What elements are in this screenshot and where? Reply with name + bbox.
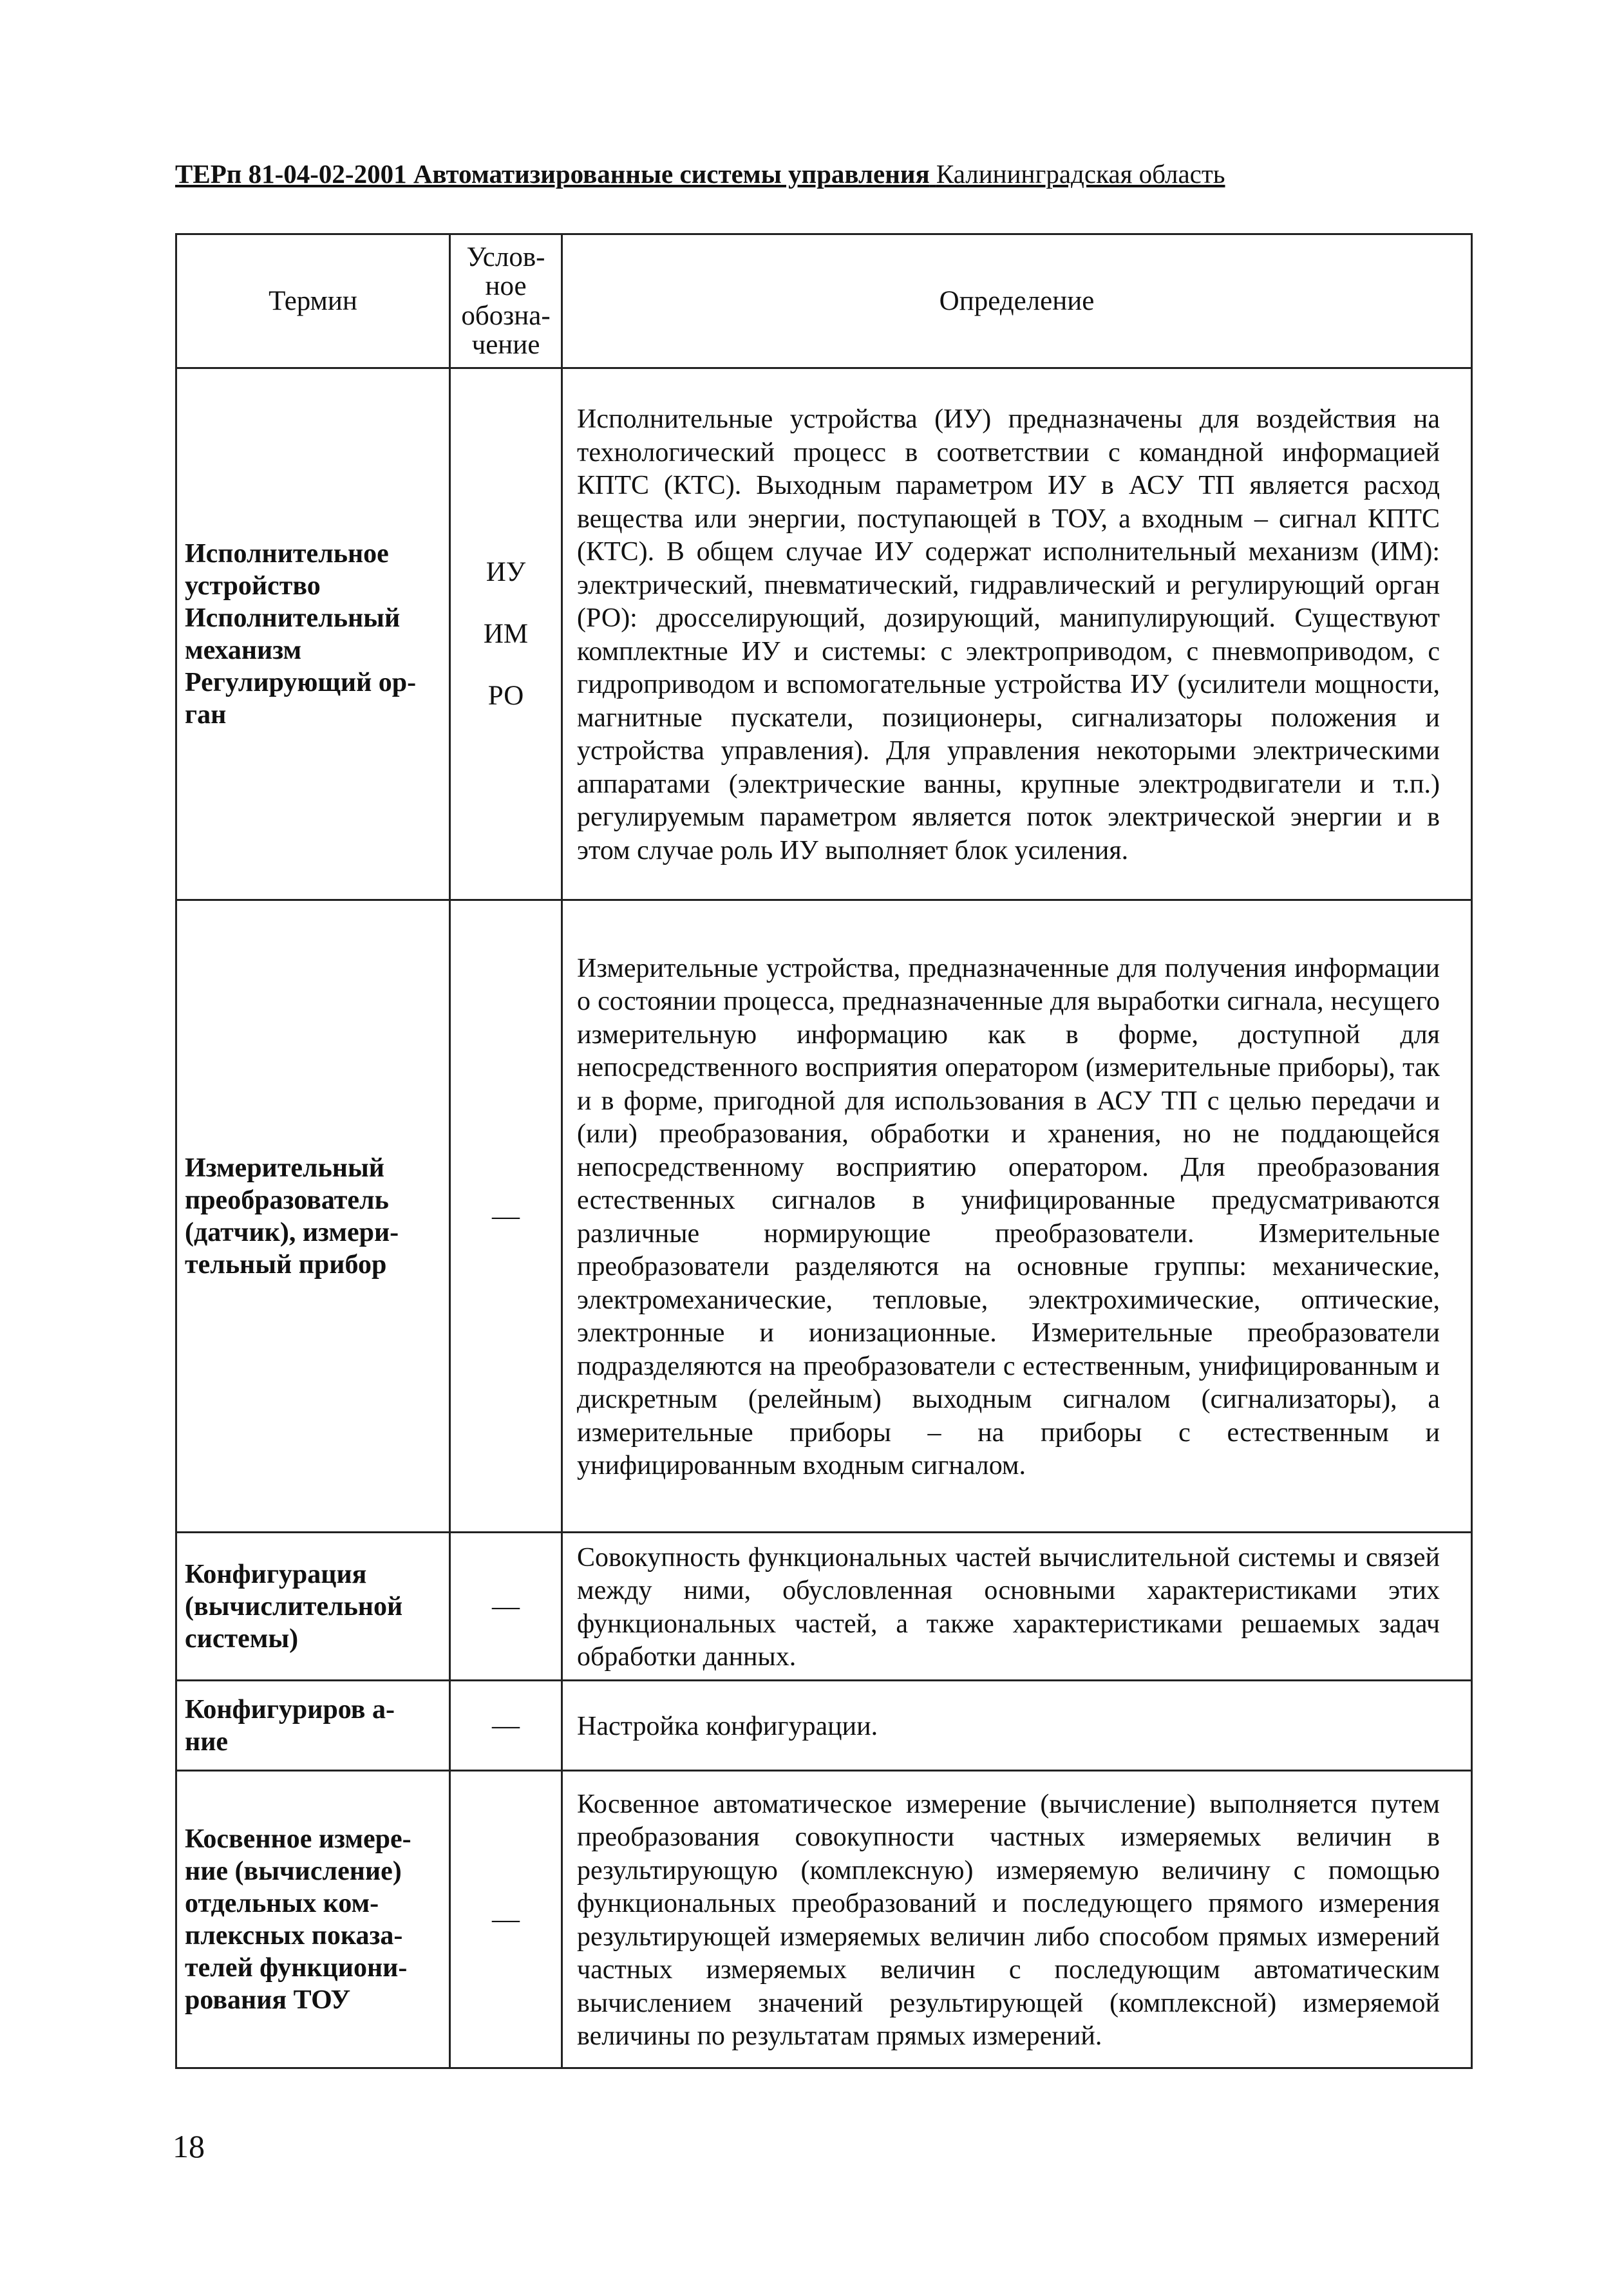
term-line: ган <box>185 699 227 730</box>
term-line: Конфигуриров а- <box>185 1694 395 1724</box>
term-line: механизм <box>185 635 302 665</box>
header-abbr <box>450 234 562 368</box>
term-line: отдельных ком- <box>185 1888 379 1918</box>
abbr-cell <box>450 900 562 1533</box>
definition-cell: Совокупность функциональных частей вычислительной системы и связей между ними, обусловленная основными характеристиками этих функциональных частей, а также характеристиками решаемых задач обработки данных. <box>562 1533 1472 1681</box>
abbr-line: — <box>492 1904 520 1934</box>
term-line: Регулирующий ор- <box>185 667 417 697</box>
header-abbr-label: Услов- ное обозна- чение <box>461 242 551 360</box>
page-number: 18 <box>173 2128 205 2164</box>
term-cell <box>176 900 450 1533</box>
term-line: ние <box>185 1726 229 1757</box>
term-cell <box>176 1771 450 2068</box>
abbr-line: ИМ <box>483 618 529 649</box>
definition-cell: Косвенное автоматическое измерение (вычисление) выполняется путем преобразования совокупности частных измеряемых величин в результирующую (комплексную) измеряемую величину с помощью функциональных преобразований и последующего прямого измерения результирующей измеряемых величин либо способом прямых измерений частных измеряемых величин с последующим автоматическим вычислением значений результирующей (комплексной) измеряемой величины по результатам прямых измерений. <box>562 1771 1472 2068</box>
definition-cell: Настройка конфигурации. <box>562 1681 1472 1771</box>
term-cell <box>176 1681 450 1771</box>
term-cell <box>176 368 450 900</box>
term-line: Косвенное измере- <box>185 1824 411 1854</box>
term-line: Исполнительный <box>185 603 401 633</box>
table-row <box>176 1681 1472 1771</box>
term-line: (датчик), измери- <box>185 1217 399 1247</box>
term-line: Конфигурация <box>185 1559 367 1589</box>
abbr-line: — <box>492 1200 520 1231</box>
term-line: плексных показа- <box>185 1920 403 1951</box>
term-line: рования ТОУ <box>185 1985 351 2015</box>
term-line: телей функциони- <box>185 1952 408 1983</box>
header-term: Термин <box>176 234 450 368</box>
term-line: системы) <box>185 1623 299 1654</box>
abbr-cell <box>450 1681 562 1771</box>
term-line: ние (вычисление) <box>185 1856 402 1886</box>
definition-cell: Исполнительные устройства (ИУ) предназначены для воздействия на технологический процесс в соответствии с командной информацией КПТС (КТС). Выходным параметром ИУ в АСУ ТП является расход вещества или энергии, поступающей в ТОУ, а входным – сигнал КПТС (КТС). В общем случае ИУ содержат исполнительный механизм (ИМ): электрический, пневматический, гидравлический и регулирующий орган (РО): дросселирующий, дозирующий, манипулирующий. Существуют комплектные ИУ и системы: с электроприводом, с пневмоприводом, с гидроприводом и вспомогательные устройства ИУ (усилители мощности, магнитные пускатели, позиционеры, сигнализаторы положения и устройства управления). Для управления некоторыми электрическими аппаратами (электрические ванны, крупные электродвигатели и т.п.) регулируемым параметром является поток электрической энергии и в этом случае роль ИУ выполняет блок усиления. <box>562 368 1472 900</box>
abbr-line: — <box>492 1710 520 1741</box>
terms-table <box>175 233 1473 2069</box>
page-header <box>175 158 1225 189</box>
header-document-code: ТЕРп 81-04-02-2001 Автоматизированные системы управления <box>175 159 930 189</box>
table-row <box>176 900 1472 1533</box>
term-line: (вычислительной <box>185 1591 403 1621</box>
table-row <box>176 368 1472 900</box>
abbr-cell <box>450 1533 562 1681</box>
term-line: устройство <box>185 571 321 601</box>
header-region: Калининградская область <box>936 159 1225 189</box>
table-row <box>176 1771 1472 2068</box>
abbr-cell <box>450 368 562 900</box>
term-cell <box>176 1533 450 1681</box>
abbr-line: РО <box>487 680 524 711</box>
abbr-line: — <box>492 1591 520 1621</box>
header-definition: Определение <box>562 234 1472 368</box>
term-line: преобразователь <box>185 1185 389 1215</box>
term-line: тельный прибор <box>185 1249 387 1280</box>
term-line: Исполнительное <box>185 538 389 569</box>
abbr-line: ИУ <box>486 556 526 587</box>
definition-cell: Измерительные устройства, предназначенные для получения информации о состоянии процесса, предназначенные для выработки сигнала, несущего измерительную информацию как в форме, доступной для непосредственного восприятия оператором (измерительные приборы), так и в форме, пригодной для использования в АСУ ТП с целью передачи и (или) преобразования, обработки и хранения, но не поддающейся непосредственному восприятию оператором. Для преобразования естественных сигналов в унифицированные предусматриваются различные нормирующие преобразователи. Измерительные преобразователи разделяются на основные группы: механические, электромеханические, тепловые, электрохимические, оптические, электронные и ионизационные. Измерительные преобразователи подразделяются на преобразователи с естественным, унифицированным и дискретным (релейным) выходным сигналом (сигнализаторы), а измерительные приборы – на приборы с естественным и унифицированным входным сигналом. <box>562 900 1472 1533</box>
table-row <box>176 1533 1472 1681</box>
table-header-row <box>176 234 1472 368</box>
term-line: Измерительный <box>185 1153 384 1183</box>
abbr-cell <box>450 1771 562 2068</box>
